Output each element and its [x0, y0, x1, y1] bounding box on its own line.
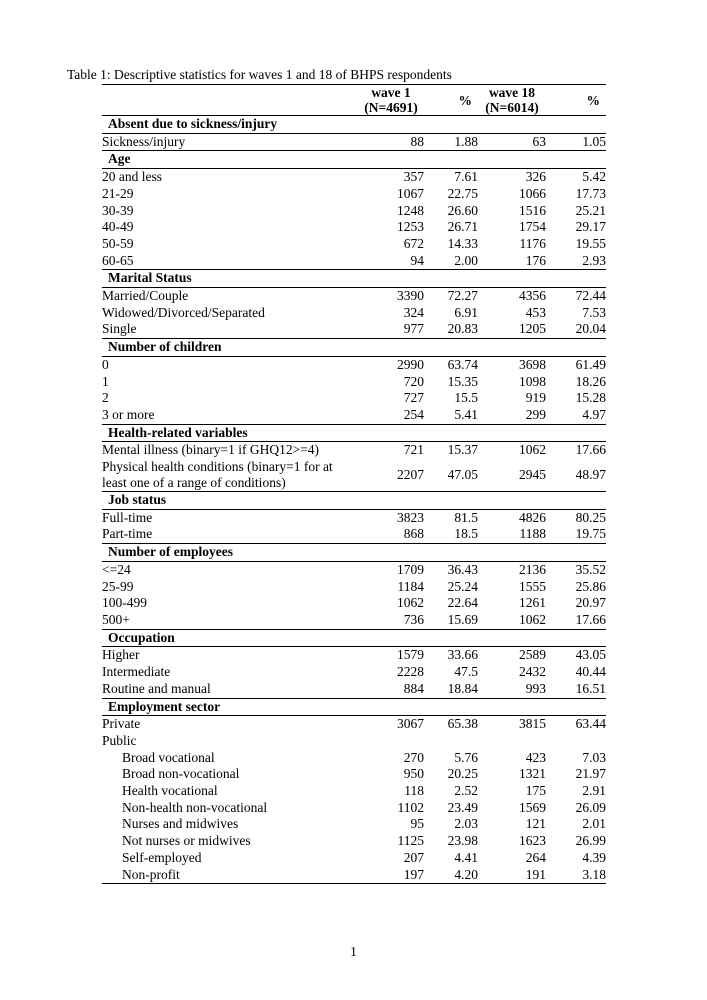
- table-row: [102, 356, 606, 373]
- row-label: Broad vocational: [122, 749, 215, 765]
- table-row: [102, 321, 606, 338]
- row-label: Nurses and midwives: [122, 816, 239, 832]
- wave18-count: 919: [525, 390, 546, 406]
- table-row: [102, 800, 606, 817]
- wave18-percent: 17.66: [575, 442, 606, 458]
- wave1-percent: 20.25: [447, 766, 478, 782]
- row-label: Public: [102, 732, 137, 748]
- wave1-count: 118: [404, 783, 424, 799]
- wave1-percent: 2.03: [454, 816, 478, 832]
- wave18-percent: 17.73: [575, 185, 606, 201]
- row-label: Not nurses or midwives: [122, 833, 251, 849]
- wave1-percent: 25.24: [447, 578, 478, 594]
- wave18-count: 191: [478, 867, 546, 884]
- wave1-percent: 6.91: [454, 304, 478, 320]
- table-row: [102, 681, 606, 698]
- header-wave18: [478, 85, 546, 116]
- wave18-percent: 3.18: [546, 867, 606, 884]
- table-row: [102, 816, 606, 833]
- wave18-count: 264: [525, 849, 546, 865]
- table-row: [102, 579, 606, 596]
- wave1-count: 2207: [397, 467, 424, 483]
- table-row: [102, 595, 606, 612]
- row-label: Single: [102, 321, 137, 337]
- section-title: Number of children: [102, 339, 606, 357]
- wave1-count: 197: [358, 867, 424, 884]
- table-row: [102, 766, 606, 783]
- row-label: 50-59: [102, 235, 134, 251]
- wave1-count: 88: [410, 133, 424, 149]
- table-row: [102, 647, 606, 664]
- wave1-percent: 20.83: [447, 321, 478, 337]
- wave18-percent: 72.44: [575, 288, 606, 304]
- wave18-count: [478, 733, 546, 750]
- wave18-percent: 7.53: [582, 304, 606, 320]
- wave18-count: 3815: [519, 716, 546, 732]
- wave1-count: 270: [403, 749, 424, 765]
- wave18-count: 1205: [519, 321, 546, 337]
- wave18-percent: 20.04: [575, 321, 606, 337]
- wave1-percent: 2.00: [454, 252, 478, 268]
- row-label: <=24: [102, 561, 131, 577]
- wave18-percent: 61.49: [575, 356, 606, 372]
- wave1-percent: 26.60: [447, 202, 478, 218]
- section-header-row: [102, 339, 606, 357]
- table-row: [102, 219, 606, 236]
- wave1-count: 1184: [397, 578, 424, 594]
- wave1-count: 1579: [397, 647, 424, 663]
- row-label: 0: [102, 356, 109, 372]
- table-row: [102, 203, 606, 220]
- wave1-count: 1062: [397, 595, 424, 611]
- table-row: [102, 407, 606, 424]
- wave1-count: [358, 733, 424, 750]
- header-pct1: %: [424, 85, 478, 116]
- table-row: [102, 186, 606, 203]
- wave1-percent: 81.5: [454, 509, 478, 525]
- section-header-row: [102, 492, 606, 510]
- row-label: Married/Couple: [102, 288, 189, 304]
- header-wave1: [358, 85, 424, 116]
- wave18-count: 453: [525, 304, 546, 320]
- table-row: [102, 509, 606, 526]
- row-label: 500+: [102, 611, 130, 627]
- wave18-percent: 25.86: [575, 578, 606, 594]
- wave1-percent: 15.35: [447, 373, 478, 389]
- header-wave1-title: wave 1: [371, 85, 411, 100]
- wave1-count: 868: [403, 526, 424, 542]
- wave18-percent: 40.44: [575, 664, 606, 680]
- wave1-percent: 18.84: [447, 680, 478, 696]
- wave1-count: 720: [403, 373, 424, 389]
- wave18-count: 175: [525, 783, 546, 799]
- wave18-count: 1062: [519, 442, 546, 458]
- row-label: Full-time: [102, 509, 153, 525]
- wave1-percent: 65.38: [447, 716, 478, 732]
- table-row: [102, 716, 606, 733]
- wave18-percent: 26.09: [575, 799, 606, 815]
- section-title: Health-related variables: [102, 424, 606, 442]
- wave1-count: 207: [403, 849, 424, 865]
- wave18-percent: 2.93: [582, 252, 606, 268]
- wave18-count: 1555: [519, 578, 546, 594]
- row-label: 21-29: [102, 185, 134, 201]
- wave1-percent: 33.66: [447, 647, 478, 663]
- wave1-count: 1253: [397, 219, 424, 235]
- row-label: Higher: [102, 647, 140, 663]
- wave18-percent: 48.97: [575, 467, 606, 483]
- header-wave18-title: wave 18: [488, 85, 536, 100]
- wave1-percent: 23.49: [447, 799, 478, 815]
- row-label: Self-employed: [122, 849, 202, 865]
- table-row: [102, 374, 606, 391]
- wave1-percent: 15.69: [447, 611, 478, 627]
- wave1-percent: 72.27: [447, 288, 478, 304]
- wave1-count: 1067: [397, 185, 424, 201]
- table-caption: Table 1: Descriptive statistics for waves 1 and 18 of BHPS respondents: [67, 67, 452, 82]
- wave1-percent: 2.52: [454, 783, 478, 799]
- row-label: Sickness/injury: [102, 133, 186, 149]
- wave18-count: 1062: [519, 611, 546, 627]
- wave1-count: 1125: [397, 833, 424, 849]
- wave1-percent: 47.5: [454, 664, 478, 680]
- table-row: [102, 390, 606, 407]
- wave1-percent: 15.37: [447, 442, 478, 458]
- wave18-percent: 43.05: [575, 647, 606, 663]
- wave18-count: 1188: [519, 526, 546, 542]
- table-row: [102, 526, 606, 543]
- wave18-count: 1569: [519, 799, 546, 815]
- row-label: 2: [102, 390, 109, 406]
- wave1-count: 2228: [397, 664, 424, 680]
- wave1-count: 1248: [397, 202, 424, 218]
- section-title: Number of employees: [102, 544, 606, 562]
- wave18-percent: 2.01: [582, 816, 606, 832]
- table-row: [102, 169, 606, 186]
- wave18-percent: 17.66: [575, 611, 606, 627]
- row-label: Part-time: [102, 526, 153, 542]
- wave1-percent: 15.5: [454, 390, 478, 406]
- row-label: 3 or more: [102, 406, 155, 422]
- wave18-count: 2432: [519, 664, 546, 680]
- wave18-count: 1098: [519, 373, 546, 389]
- wave1-percent: [424, 733, 478, 750]
- wave18-percent: 20.97: [575, 595, 606, 611]
- row-label: Physical health conditions (binary=1 for at least one of a range of conditions): [102, 459, 333, 491]
- wave18-count: 176: [525, 252, 546, 268]
- wave1-percent: 1.88: [454, 133, 478, 149]
- row-label: Widowed/Divorced/Separated: [102, 304, 265, 320]
- section-header-row: [102, 270, 606, 288]
- wave18-count: 1066: [519, 185, 546, 201]
- row-label: Private: [102, 716, 141, 732]
- row-label: 1: [102, 373, 109, 389]
- wave18-percent: 7.03: [582, 749, 606, 765]
- wave18-count: 1321: [519, 766, 546, 782]
- wave18-percent: 5.42: [582, 169, 606, 185]
- table-row: [102, 783, 606, 800]
- wave18-percent: 63.44: [575, 716, 606, 732]
- wave1-percent: 22.75: [447, 185, 478, 201]
- row-label: Non-profit: [102, 867, 358, 884]
- wave1-count: 3823: [397, 509, 424, 525]
- section-title: Job status: [102, 492, 606, 510]
- table-row: [102, 236, 606, 253]
- wave1-count: 357: [403, 169, 424, 185]
- wave1-count: 95: [410, 816, 424, 832]
- table-row: [102, 664, 606, 681]
- row-label: Mental illness (binary=1 if GHQ12>=4): [102, 442, 320, 458]
- wave1-count: 324: [403, 304, 424, 320]
- table-row: [102, 850, 606, 867]
- wave18-count: 121: [525, 816, 546, 832]
- header-wave18-n: (N=6014): [485, 100, 539, 115]
- wave1-percent: 63.74: [447, 356, 478, 372]
- section-title: Age: [102, 151, 606, 169]
- wave1-percent: 22.64: [447, 595, 478, 611]
- page-number: 1: [350, 944, 357, 959]
- wave1-percent: 14.33: [447, 235, 478, 251]
- section-title: Employment sector: [102, 698, 606, 716]
- wave1-percent: 36.43: [447, 561, 478, 577]
- wave18-count: 326: [525, 169, 546, 185]
- header-label-cell: [102, 85, 358, 116]
- table-row: [102, 459, 606, 492]
- wave1-percent: 47.05: [447, 467, 478, 483]
- wave18-count: 423: [525, 749, 546, 765]
- wave18-percent: 35.52: [575, 561, 606, 577]
- section-title: Absent due to sickness/injury: [102, 116, 606, 134]
- header-wave1-n: (N=4691): [364, 100, 418, 115]
- wave18-percent: 19.55: [575, 235, 606, 251]
- row-label: Intermediate: [102, 664, 171, 680]
- row-label: 20 and less: [102, 169, 162, 185]
- wave18-percent: [546, 733, 606, 750]
- wave1-percent: 7.61: [454, 169, 478, 185]
- wave1-count: 727: [403, 390, 424, 406]
- row-label: Non-health non-vocational: [122, 799, 268, 815]
- wave1-count: 736: [403, 611, 424, 627]
- section-header-row: [102, 151, 606, 169]
- row-label: 25-99: [102, 578, 134, 594]
- wave1-count: 2990: [397, 356, 424, 372]
- wave18-percent: 2.91: [582, 783, 606, 799]
- wave1-count: 721: [403, 442, 424, 458]
- wave18-percent: 21.97: [575, 766, 606, 782]
- row-label: Health vocational: [122, 783, 218, 799]
- header-pct2: %: [546, 85, 606, 116]
- wave18-count: 1754: [519, 219, 546, 235]
- wave1-percent: 5.41: [454, 406, 478, 422]
- descriptive-statistics-table: [102, 84, 606, 884]
- wave18-count: 1261: [519, 595, 546, 611]
- wave1-count: 1709: [397, 561, 424, 577]
- row-label: 40-49: [102, 219, 134, 235]
- wave18-count: 299: [525, 406, 546, 422]
- wave18-count: 2136: [519, 561, 546, 577]
- wave1-count: 672: [403, 235, 424, 251]
- wave18-count: 4826: [519, 509, 546, 525]
- table-row: [102, 305, 606, 322]
- section-header-row: [102, 544, 606, 562]
- table-header: [102, 85, 606, 116]
- wave18-count: 2589: [519, 647, 546, 663]
- wave18-percent: 80.25: [575, 509, 606, 525]
- wave18-percent: 19.75: [575, 526, 606, 542]
- table-row: [102, 867, 606, 884]
- table-row: [102, 253, 606, 270]
- wave1-percent: 18.5: [454, 526, 478, 542]
- row-label: 30-39: [102, 202, 134, 218]
- wave1-count: 254: [403, 406, 424, 422]
- wave18-percent: 15.28: [575, 390, 606, 406]
- table-row: [102, 612, 606, 629]
- wave18-percent: 29.17: [575, 219, 606, 235]
- wave1-percent: 4.20: [424, 867, 478, 884]
- section-header-row: [102, 424, 606, 442]
- table-row: [102, 442, 606, 459]
- section-header-row: [102, 629, 606, 647]
- wave1-count: 1102: [397, 799, 424, 815]
- row-label: 100-499: [102, 595, 147, 611]
- row-label: Routine and manual: [102, 680, 211, 696]
- wave18-count: 1176: [519, 235, 546, 251]
- wave18-count: 2945: [519, 467, 546, 483]
- wave1-count: 3390: [397, 288, 424, 304]
- wave18-percent: 1.05: [582, 133, 606, 149]
- wave1-count: 950: [403, 766, 424, 782]
- wave1-percent: 4.41: [454, 849, 478, 865]
- wave1-percent: 5.76: [454, 749, 478, 765]
- table-row: [102, 133, 606, 151]
- wave18-percent: 16.51: [575, 680, 606, 696]
- wave18-count: 63: [532, 133, 546, 149]
- section-header-row: [102, 698, 606, 716]
- table-row: [102, 750, 606, 767]
- wave18-count: 1623: [519, 833, 546, 849]
- section-header-row: [102, 116, 606, 134]
- table-row: [102, 561, 606, 578]
- wave18-count: 993: [525, 680, 546, 696]
- wave18-count: 3698: [519, 356, 546, 372]
- section-title: Occupation: [102, 629, 606, 647]
- wave1-count: 3067: [397, 716, 424, 732]
- wave1-count: 977: [403, 321, 424, 337]
- row-label: Broad non-vocational: [122, 766, 240, 782]
- wave18-percent: 26.99: [575, 833, 606, 849]
- wave18-count: 4356: [519, 288, 546, 304]
- table-row: [102, 733, 606, 750]
- row-label: 60-65: [102, 252, 134, 268]
- wave18-percent: 4.39: [582, 849, 606, 865]
- table-body: [102, 116, 606, 884]
- wave1-count: 884: [403, 680, 424, 696]
- wave18-percent: 4.97: [582, 406, 606, 422]
- table-row: [102, 288, 606, 305]
- wave18-count: 1516: [519, 202, 546, 218]
- wave1-count: 94: [410, 252, 424, 268]
- wave1-percent: 26.71: [447, 219, 478, 235]
- wave1-percent: 23.98: [447, 833, 478, 849]
- section-title: Marital Status: [102, 270, 606, 288]
- wave18-percent: 18.26: [575, 373, 606, 389]
- wave18-percent: 25.21: [575, 202, 606, 218]
- table-row: [102, 833, 606, 850]
